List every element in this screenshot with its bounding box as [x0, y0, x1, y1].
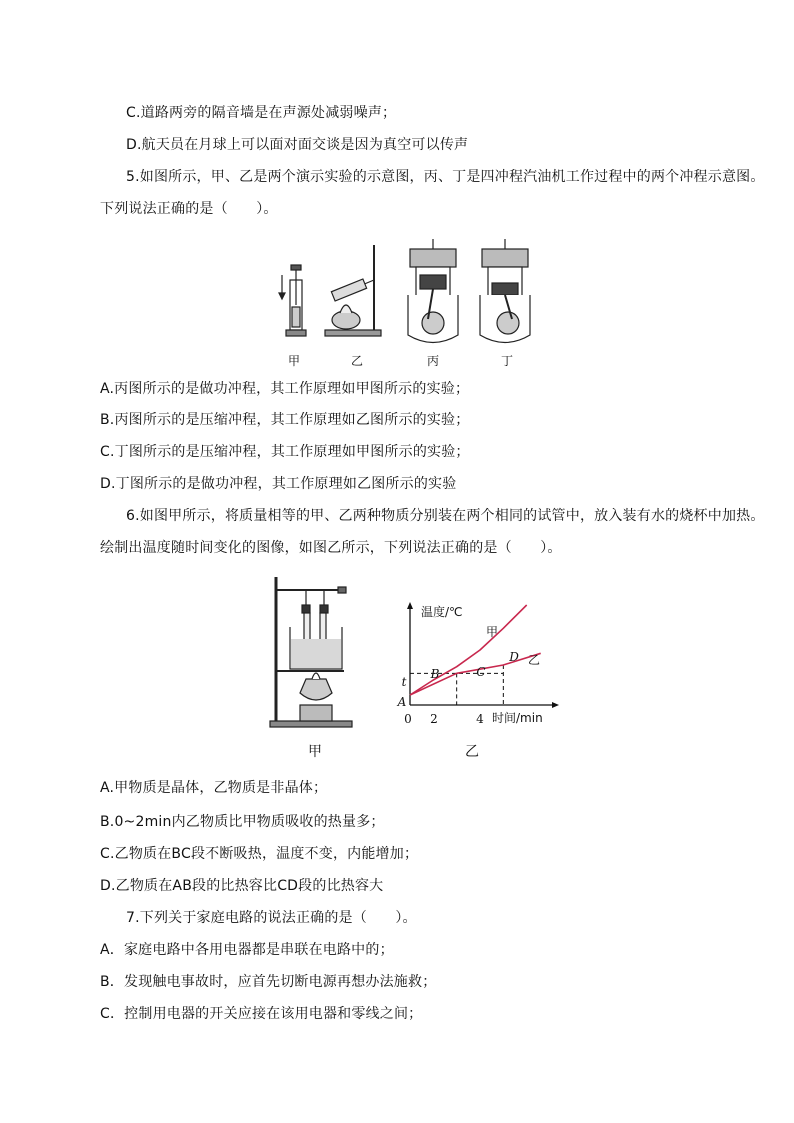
option-a-q6: A.甲物质是晶体，乙物质是非晶体； [100, 780, 328, 796]
option-d-q6: D.乙物质在AB段的比热容比CD段的比热容大 [100, 878, 384, 894]
fig5-label-ding: 丁 [500, 354, 513, 368]
option-d-q4: D.航天员在月球上可以面对面交谈是因为真空可以传声 [126, 137, 469, 153]
fig6-label-jia: 甲 [308, 744, 322, 760]
chart-xtick-0: 0 [404, 712, 412, 726]
chart-xtick-2: 2 [430, 712, 438, 726]
chart-series-label-yi: 乙 [527, 653, 540, 667]
figure-5 [270, 235, 560, 350]
option-c-q4: C.道路两旁的隔音墙是在声源处减弱噪声； [126, 105, 397, 121]
option-b-q7: B．发现触电事故时，应首先切断电源再想办法施救； [100, 974, 437, 990]
option-c-q7: C．控制用电器的开关应接在该用电器和零线之间； [100, 1006, 423, 1022]
fig5-label-bing: 丙 [426, 354, 439, 368]
question-5-stem: 5.如图所示，甲、乙是两个演示实验的示意图，丙、丁是四冲程汽油机工作过程中的两个冲程示意图。 [126, 169, 765, 185]
question-6-stem-cont: 绘制出温度随时间变化的图像，如图乙所示，下列说法正确的是（ ）。 [100, 540, 562, 556]
chart-series-label-jia: 甲 [485, 625, 498, 639]
figure-6-jia-apparatus [266, 575, 356, 730]
question-6-stem: 6.如图甲所示，将质量相等的甲、乙两种物质分别装在两个相同的试管中，放入装有水的烧杯中加热。 [126, 508, 765, 524]
chart-ytick-t: t [401, 675, 407, 689]
chart-y-arrow [407, 602, 413, 609]
option-b-q5: B.丙图所示的是压缩冲程，其工作原理如乙图所示的实验； [100, 412, 470, 428]
chart-xlabel: 时间/min [492, 711, 543, 725]
fig5-jia-apparatus [279, 265, 306, 336]
fig5-ding-engine [480, 239, 530, 343]
option-a-q5: A.丙图所示的是做功冲程，其工作原理如甲图所示的实验； [100, 381, 470, 397]
fig5-label-jia: 甲 [287, 354, 300, 368]
fig5-bing-engine [408, 239, 458, 343]
question-7-stem: 7.下列关于家庭电路的说法正确的是（ ）。 [126, 910, 417, 926]
fig5-yi-apparatus [325, 245, 381, 336]
question-5-stem-cont: 下列说法正确的是（ ）。 [100, 201, 278, 217]
option-a-q7: A．家庭电路中各用电器都是串联在电路中的； [100, 942, 394, 958]
chart-point-a: A [397, 695, 407, 709]
fig6-label-yi: 乙 [465, 744, 479, 760]
option-c-q6: C.乙物质在BC段不断吸热，温度不变，内能增加； [100, 846, 419, 862]
chart-ylabel: 温度/℃ [421, 605, 463, 619]
chart-point-b: B [430, 667, 440, 681]
chart-point-d: D [509, 650, 519, 664]
option-b-q6: B.0~2min内乙物质比甲物质吸收的热量多； [100, 814, 385, 830]
chart-x-arrow [552, 702, 559, 708]
option-c-q5: C.丁图所示的是压缩冲程，其工作原理如甲图所示的实验； [100, 444, 470, 460]
option-d-q5: D.丁图所示的是做功冲程，其工作原理如乙图所示的实验 [100, 476, 457, 492]
chart-xtick-4: 4 [476, 712, 484, 726]
chart-point-c: C [476, 665, 486, 679]
fig5-label-yi: 乙 [350, 354, 363, 368]
